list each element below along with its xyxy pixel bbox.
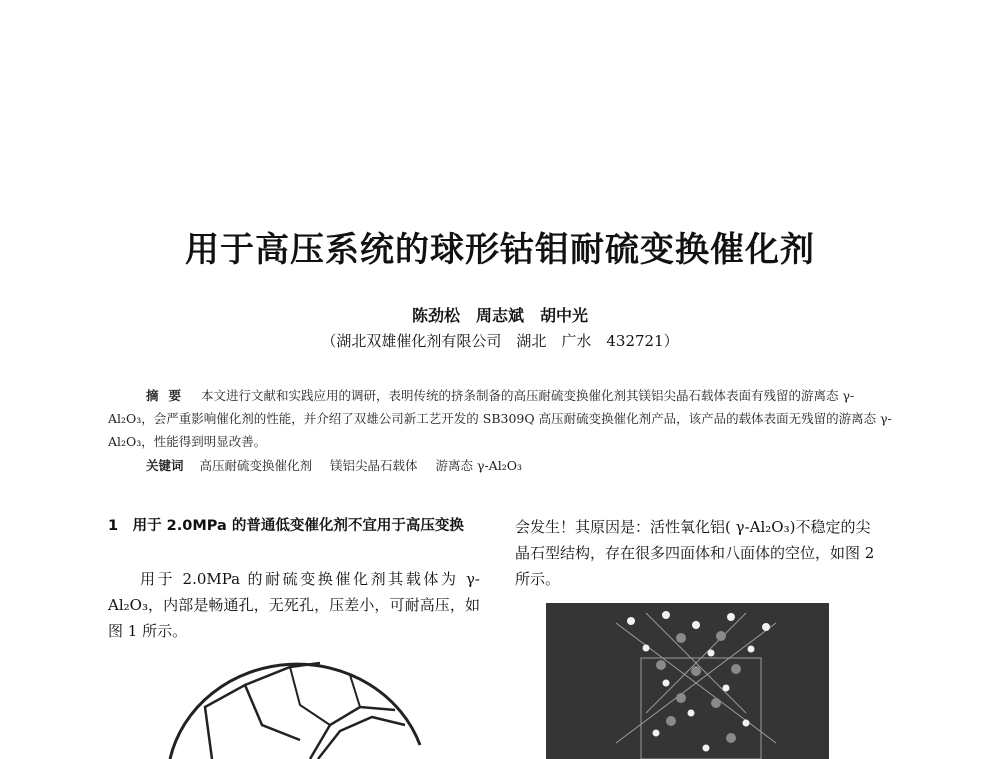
keywords-label: 关键词 (146, 458, 184, 473)
paper-title: 用于高压系统的球形钴钼耐硫变换催化剂 (185, 230, 815, 270)
figure-1-pore-diagram (150, 645, 440, 759)
keyword-item: 高压耐硫变换催化剂 (199, 458, 313, 473)
abstract-label: 摘要 (146, 388, 192, 403)
abstract (108, 384, 898, 453)
abstract-text: 本文进行文献和实践应用的调研，表明传统的挤条制备的高压耐硫变换催化剂其镁铝尖晶石载体表面有残留的游离态 γ-Al₂O₃，会严重影响催化剂的性能，并介绍了双雄公司新工艺开发的 SB309Q 高压耐硫变换催化剂产品，该产品的载体表面无残留的游离态 γ-Al₂O₃，性能得到明显改善。 (108, 388, 892, 449)
section-1-paragraph: 用于 2.0MPa 的耐硫变换催化剂其载体为 γ-Al₂O₃，内部是畅通孔，无死孔，压差小，可耐高压，如图 1 所示。 (108, 570, 480, 640)
figure-2-spinel-structure (546, 603, 829, 759)
keyword-item: 游离态 γ-Al₂O₃ (435, 458, 522, 473)
right-column-paragraph: 会发生！其原因是：活性氧化铝( γ-Al₂O₃)不稳定的尖晶石型结构，存在很多四面体和八面体的空位，如图 2 所示。 (515, 518, 875, 588)
section-1-heading: 1 用于 2.0MPa 的普通低变催化剂不宜用于高压变换 (108, 518, 464, 534)
authors: 陈劲松 周志斌 胡中光 (411, 306, 588, 325)
keyword-item: 镁铝尖晶石载体 (330, 458, 418, 473)
keywords (146, 456, 536, 474)
affiliation: （湖北双雄催化剂有限公司 湖北 广水 432721） (321, 332, 679, 350)
